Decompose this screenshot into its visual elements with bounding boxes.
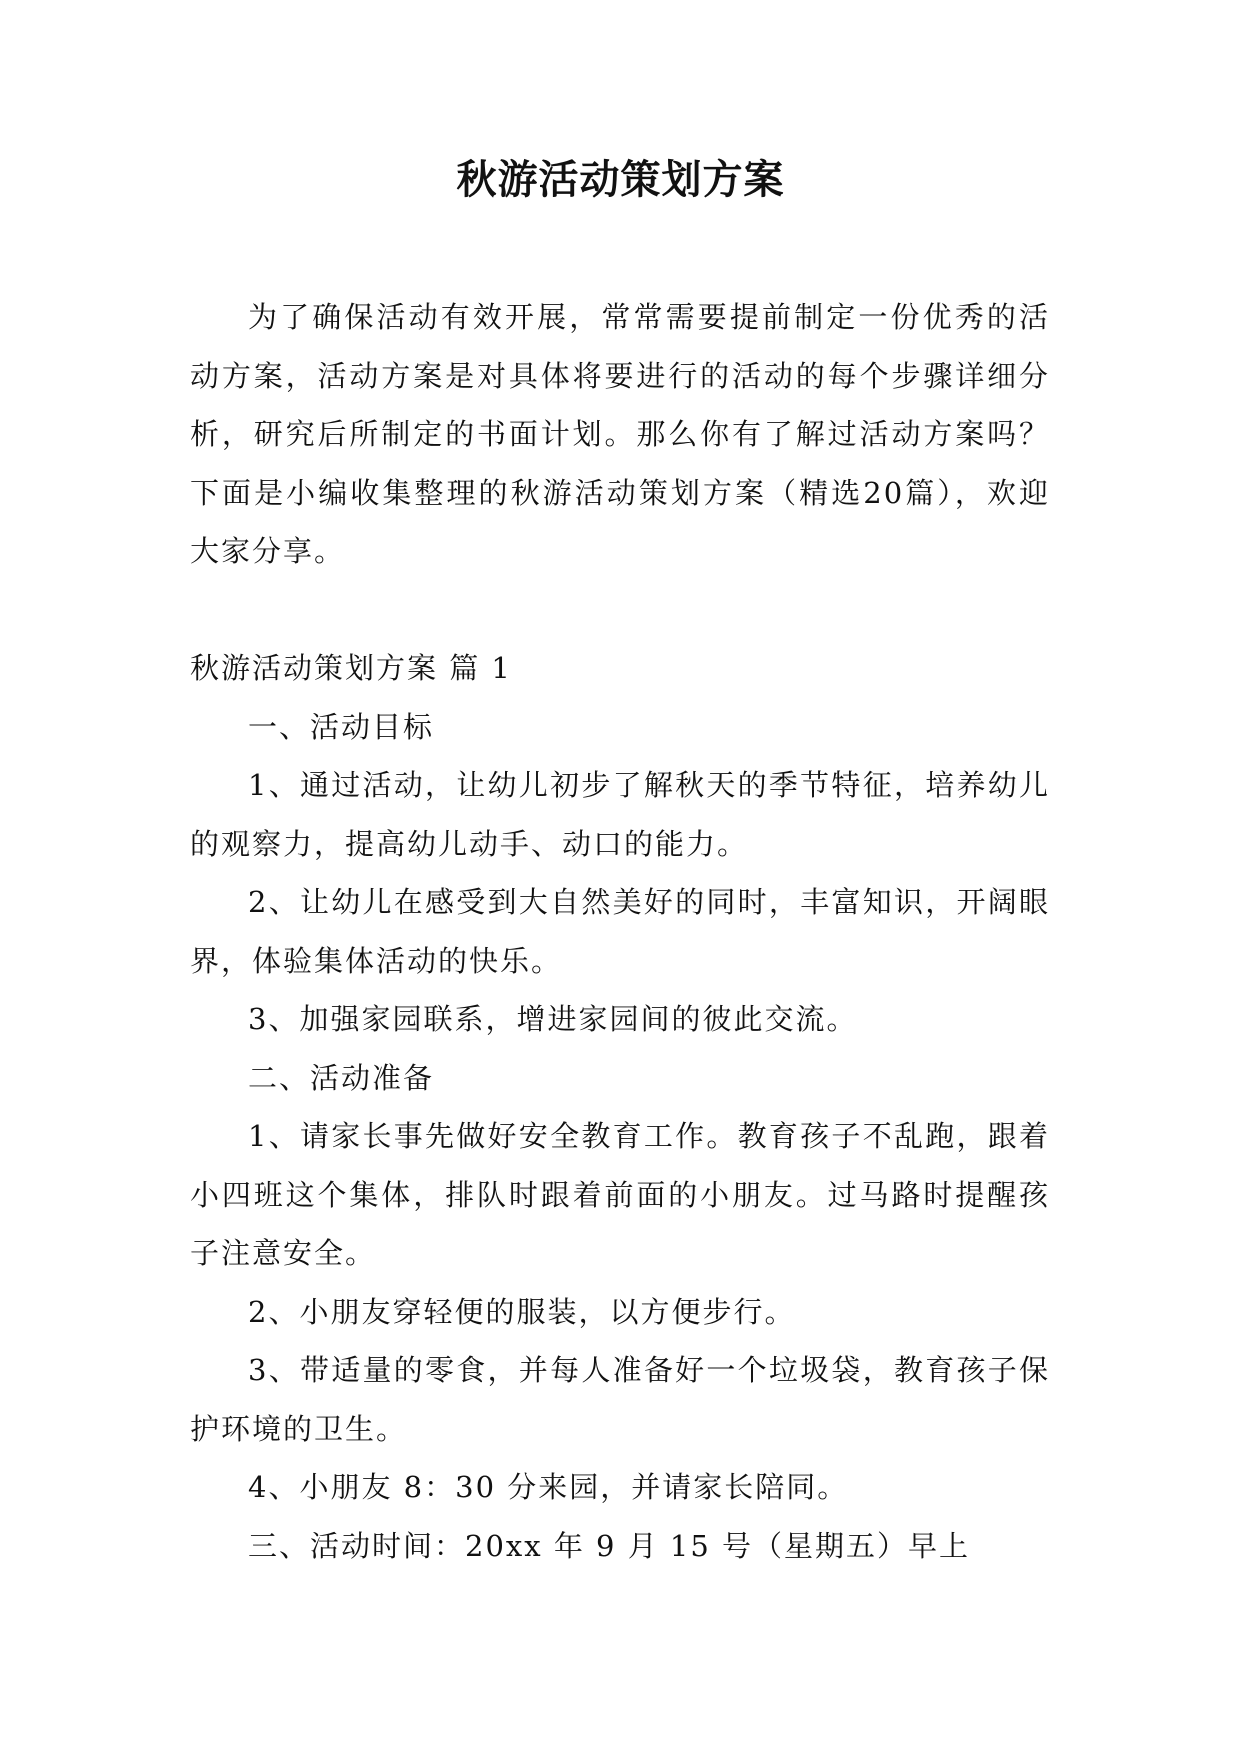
paragraph-6: 1、请家长事先做好安全教育工作。教育孩子不乱跑，跟着小四班这个集体，排队时跟着前面的小朋友。过马路时提醒孩子注意安全。 [190,1119,1050,1270]
paragraph-1: 一、活动目标 [248,709,435,744]
document-body [190,288,1050,1575]
paragraph-9: 4、小朋友 8：30 分来园，并请家长陪同。 [248,1470,849,1504]
document-title: 秋游活动策划方案 [456,156,785,203]
paragraph-10: 三、活动时间：20xx 年 9 月 15 号（星期五）早上 [248,1528,971,1563]
paragraph-2: 1、通过活动，让幼儿初步了解秋天的季节特征，培养幼儿的观察力，提高幼儿动手、动口的能力。 [190,768,1050,861]
intro-paragraph: 为了确保活动有效开展，常常需要提前制定一份优秀的活动方案，活动方案是对具体将要进行的活动的每个步骤详细分析，研究后所制定的书面计划。那么你有了解过活动方案吗？下面是小编收集整理的秋游活动策划方案（精选20篇），欢迎大家分享。 [190,300,1050,568]
paragraph-spacer [190,581,1050,640]
section-title: 秋游活动策划方案 篇 1 [190,651,512,685]
paragraph-5: 二、活动准备 [248,1060,435,1095]
paragraph-3: 2、让幼儿在感受到大自然美好的同时，丰富知识，开阔眼界，体验集体活动的快乐。 [190,885,1050,978]
paragraph-7: 2、小朋友穿轻便的服装，以方便步行。 [248,1294,796,1329]
paragraph-8: 3、带适量的零食，并每人准备好一个垃圾袋，教育孩子保护环境的卫生。 [190,1353,1050,1446]
paragraph-4: 3、加强家园联系，增进家园间的彼此交流。 [248,1002,858,1036]
